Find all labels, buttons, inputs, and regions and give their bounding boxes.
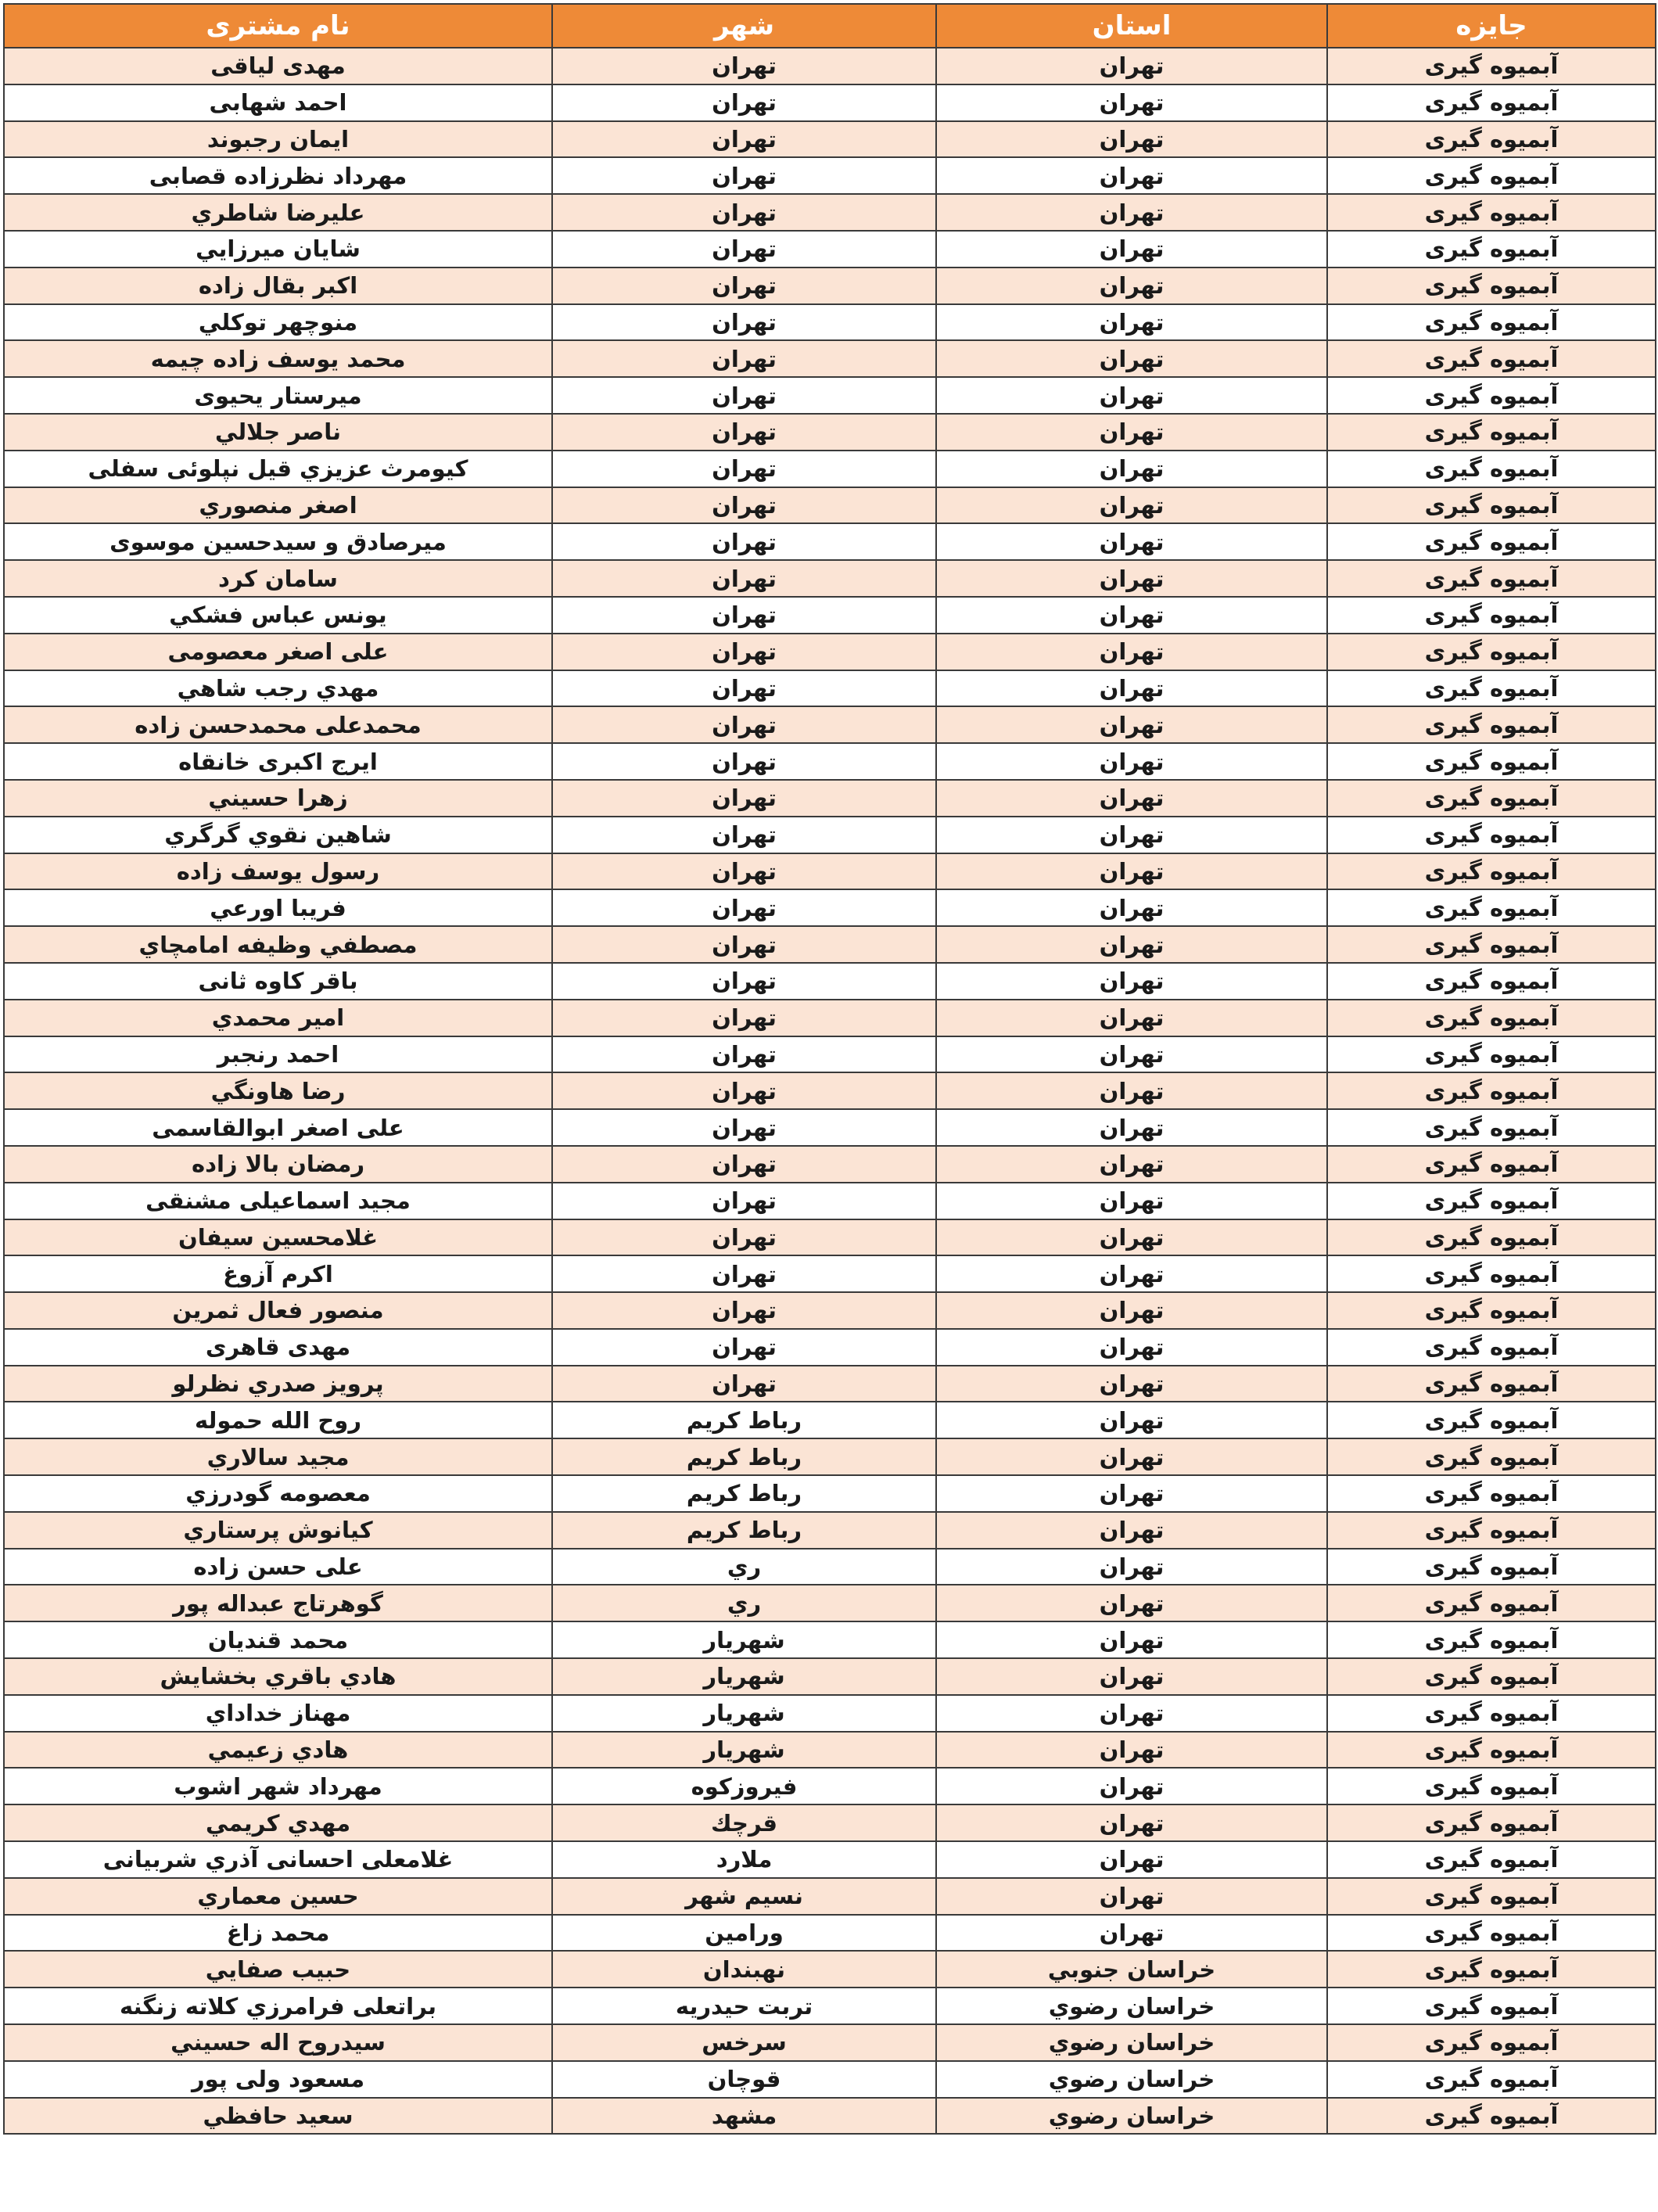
table-row [4, 1219, 1656, 1256]
header-city[interactable]: شهر [552, 4, 936, 48]
cell-city[interactable]: تهران [552, 1292, 936, 1329]
cell-customer-name[interactable]: محمدعلی محمدحسن زاده [4, 706, 552, 743]
cell-city[interactable]: تهران [552, 157, 936, 194]
table-row [4, 1000, 1656, 1036]
cell-customer-name[interactable]: كيومرث عزيزي قيل نپلوئی سفلی [4, 451, 552, 487]
cell-prize[interactable]: آبمیوه گیری [1327, 48, 1656, 84]
cell-city[interactable]: سرخس [552, 2024, 936, 2061]
cell-prize[interactable]: آبمیوه گیری [1327, 1146, 1656, 1183]
cell-province[interactable]: تهران [936, 853, 1327, 890]
cell-province[interactable]: تهران [936, 963, 1327, 1000]
cell-prize[interactable]: آبمیوه گیری [1327, 487, 1656, 524]
cell-prize[interactable]: آبمیوه گیری [1327, 194, 1656, 231]
cell-customer-name[interactable]: معصومه گودرزي [4, 1475, 552, 1512]
cell-customer-name[interactable]: محمد يوسف زاده چيمه [4, 340, 552, 377]
cell-prize[interactable]: آبمیوه گیری [1327, 1512, 1656, 1549]
header-row [4, 4, 1656, 48]
table-row [4, 194, 1656, 231]
cell-customer-name[interactable]: اكبر بقال زاده [4, 268, 552, 304]
cell-prize[interactable]: آبمیوه گیری [1327, 1438, 1656, 1475]
table-row [4, 1036, 1656, 1073]
table-row [4, 597, 1656, 634]
cell-prize[interactable]: آبمیوه گیری [1327, 1549, 1656, 1585]
cell-customer-name[interactable]: ميرصادق و سيدحسين موسوی [4, 523, 552, 560]
cell-prize[interactable]: آبمیوه گیری [1327, 1366, 1656, 1402]
cell-prize[interactable]: آبمیوه گیری [1327, 1000, 1656, 1036]
cell-city[interactable]: تهران [552, 1000, 936, 1036]
cell-city[interactable]: شهريار [552, 1695, 936, 1732]
cell-province[interactable]: تهران [936, 1146, 1327, 1183]
table-row [4, 523, 1656, 560]
cell-province[interactable]: تهران [936, 1621, 1327, 1658]
cell-city[interactable]: فيروزكوه [552, 1768, 936, 1804]
cell-city[interactable]: تهران [552, 487, 936, 524]
cell-city[interactable]: تهران [552, 1146, 936, 1183]
cell-customer-name[interactable]: منوچهر توكلي [4, 304, 552, 341]
cell-prize[interactable]: آبمیوه گیری [1327, 1475, 1656, 1512]
table-row [4, 1658, 1656, 1695]
cell-customer-name[interactable]: گوهرتاج عبداله پور [4, 1585, 552, 1621]
cell-customer-name[interactable]: مهرداد شهر اشوب [4, 1768, 552, 1804]
cell-province[interactable]: تهران [936, 743, 1327, 780]
cell-prize[interactable]: آبمیوه گیری [1327, 670, 1656, 707]
table-row [4, 963, 1656, 1000]
table-row [4, 2024, 1656, 2061]
table-row [4, 1804, 1656, 1841]
cell-prize[interactable]: آبمیوه گیری [1327, 1841, 1656, 1878]
cell-city[interactable]: ورامين [552, 1915, 936, 1952]
cell-city[interactable]: شهريار [552, 1658, 936, 1695]
cell-prize[interactable]: آبمیوه گیری [1327, 414, 1656, 451]
cell-city[interactable]: تهران [552, 121, 936, 158]
table-row [4, 670, 1656, 707]
cell-prize[interactable]: آبمیوه گیری [1327, 523, 1656, 560]
cell-province[interactable]: تهران [936, 1402, 1327, 1438]
cell-city[interactable]: تهران [552, 304, 936, 341]
cell-province[interactable]: تهران [936, 1475, 1327, 1512]
cell-customer-name[interactable]: محمد زاغ [4, 1915, 552, 1952]
cell-customer-name[interactable]: سيدروح اله حسيني [4, 2024, 552, 2061]
cell-customer-name[interactable]: روح الله حموله [4, 1402, 552, 1438]
cell-province[interactable]: تهران [936, 560, 1327, 597]
cell-province[interactable]: تهران [936, 634, 1327, 670]
cell-province[interactable]: تهران [936, 817, 1327, 853]
table-row [4, 1255, 1656, 1292]
cell-city[interactable]: تهران [552, 780, 936, 817]
table-row [4, 634, 1656, 670]
cell-city[interactable]: تهران [552, 523, 936, 560]
cell-city[interactable]: رباط كريم [552, 1512, 936, 1549]
table-row [4, 1878, 1656, 1915]
cell-city[interactable]: مشهد [552, 2098, 936, 2135]
cell-province[interactable]: تهران [936, 1329, 1327, 1366]
cell-customer-name[interactable]: حبيب صفايي [4, 1951, 552, 1988]
cell-customer-name[interactable]: براتعلی فرامرزي كلاته زنگنه [4, 1988, 552, 2024]
cell-city[interactable]: تهران [552, 743, 936, 780]
table-row [4, 1183, 1656, 1219]
cell-city[interactable]: تهران [552, 560, 936, 597]
cell-city[interactable]: تهران [552, 340, 936, 377]
cell-customer-name[interactable]: زهرا حسيني [4, 780, 552, 817]
cell-city[interactable]: تهران [552, 1036, 936, 1073]
cell-customer-name[interactable]: غلامحسين سيفان [4, 1219, 552, 1256]
cell-customer-name[interactable]: مصطفي وظيفه امامچاي [4, 926, 552, 963]
cell-prize[interactable]: آبمیوه گیری [1327, 560, 1656, 597]
cell-prize[interactable]: آبمیوه گیری [1327, 157, 1656, 194]
cell-province[interactable]: تهران [936, 1915, 1327, 1952]
cell-province[interactable]: تهران [936, 451, 1327, 487]
cell-province[interactable]: تهران [936, 1549, 1327, 1585]
table-body [4, 48, 1656, 2134]
cell-customer-name[interactable]: عليرضا شاطري [4, 194, 552, 231]
cell-city[interactable]: تهران [552, 194, 936, 231]
cell-prize[interactable]: آبمیوه گیری [1327, 121, 1656, 158]
table-row [4, 84, 1656, 121]
cell-prize[interactable]: آبمیوه گیری [1327, 853, 1656, 890]
cell-prize[interactable]: آبمیوه گیری [1327, 597, 1656, 634]
cell-prize[interactable]: آبمیوه گیری [1327, 743, 1656, 780]
table-row [4, 268, 1656, 304]
cell-province[interactable]: تهران [936, 304, 1327, 341]
table-row [4, 451, 1656, 487]
cell-province[interactable]: تهران [936, 194, 1327, 231]
cell-customer-name[interactable]: علی اصغر معصومی [4, 634, 552, 670]
cell-prize[interactable]: آبمیوه گیری [1327, 1804, 1656, 1841]
cell-province[interactable]: تهران [936, 889, 1327, 926]
table-row [4, 487, 1656, 524]
cell-province[interactable]: تهران [936, 121, 1327, 158]
cell-city[interactable]: تهران [552, 963, 936, 1000]
cell-province[interactable]: تهران [936, 1841, 1327, 1878]
cell-prize[interactable]: آبمیوه گیری [1327, 706, 1656, 743]
cell-prize[interactable]: آبمیوه گیری [1327, 340, 1656, 377]
table-row [4, 1512, 1656, 1549]
cell-province[interactable]: تهران [936, 926, 1327, 963]
table-row [4, 304, 1656, 341]
cell-prize[interactable]: آبمیوه گیری [1327, 1183, 1656, 1219]
cell-customer-name[interactable]: مهناز خداداي [4, 1695, 552, 1732]
cell-province[interactable]: تهران [936, 1768, 1327, 1804]
cell-province[interactable]: تهران [936, 780, 1327, 817]
cell-prize[interactable]: آبمیوه گیری [1327, 1036, 1656, 1073]
cell-city[interactable]: تهران [552, 706, 936, 743]
table-row [4, 231, 1656, 268]
table-row [4, 780, 1656, 817]
cell-province[interactable]: تهران [936, 340, 1327, 377]
table-row [4, 1549, 1656, 1585]
cell-customer-name[interactable]: فريبا اورعي [4, 889, 552, 926]
cell-province[interactable]: تهران [936, 523, 1327, 560]
cell-prize[interactable]: آبمیوه گیری [1327, 817, 1656, 853]
cell-customer-name[interactable]: ناصر جلالي [4, 414, 552, 451]
cell-city[interactable]: تهران [552, 926, 936, 963]
cell-customer-name[interactable]: مهدي رجب شاهي [4, 670, 552, 707]
table-row [4, 121, 1656, 158]
cell-province[interactable]: تهران [936, 670, 1327, 707]
cell-city[interactable]: تهران [552, 1109, 936, 1146]
cell-prize[interactable]: آبمیوه گیری [1327, 304, 1656, 341]
cell-city[interactable]: نسيم شهر [552, 1878, 936, 1915]
cell-customer-name[interactable]: مهدی قاهری [4, 1329, 552, 1366]
cell-province[interactable]: تهران [936, 487, 1327, 524]
cell-city[interactable]: تهران [552, 414, 936, 451]
cell-customer-name[interactable]: اصغر منصوري [4, 487, 552, 524]
cell-province[interactable]: خراسان رضوي [936, 2024, 1327, 2061]
cell-customer-name[interactable]: علی اصغر ابوالقاسمی [4, 1109, 552, 1146]
cell-customer-name[interactable]: منصور فعال ثمرين [4, 1292, 552, 1329]
cell-city[interactable]: تهران [552, 1219, 936, 1256]
cell-prize[interactable]: آبمیوه گیری [1327, 1621, 1656, 1658]
table-row [4, 1438, 1656, 1475]
cell-city[interactable]: تهران [552, 1072, 936, 1109]
table-row [4, 1292, 1656, 1329]
cell-prize[interactable]: آبمیوه گیری [1327, 1402, 1656, 1438]
cell-province[interactable]: خراسان رضوي [936, 2061, 1327, 2098]
table-row [4, 1915, 1656, 1952]
table-row [4, 157, 1656, 194]
cell-customer-name[interactable]: مجيد سالاري [4, 1438, 552, 1475]
cell-city[interactable]: تهران [552, 634, 936, 670]
cell-prize[interactable]: آبمیوه گیری [1327, 2024, 1656, 2061]
cell-customer-name[interactable]: يونس عباس فشكي [4, 597, 552, 634]
cell-customer-name[interactable]: غلامعلی احسانی آذري شربيانی [4, 1841, 552, 1878]
cell-province[interactable]: تهران [936, 414, 1327, 451]
table-row [4, 706, 1656, 743]
cell-city[interactable]: تهران [552, 670, 936, 707]
cell-city[interactable]: تهران [552, 48, 936, 84]
cell-prize[interactable]: آبمیوه گیری [1327, 2061, 1656, 2098]
table-row [4, 560, 1656, 597]
table-row [4, 743, 1656, 780]
cell-city[interactable]: شهريار [552, 1621, 936, 1658]
cell-province[interactable]: تهران [936, 157, 1327, 194]
cell-province[interactable]: تهران [936, 1219, 1327, 1256]
table-row [4, 1768, 1656, 1804]
cell-customer-name[interactable]: مهدی لیاقی [4, 48, 552, 84]
header-prize[interactable]: جایزه [1327, 4, 1656, 48]
cell-customer-name[interactable]: رسول يوسف زاده [4, 853, 552, 890]
table-row [4, 48, 1656, 84]
cell-prize[interactable]: آبمیوه گیری [1327, 634, 1656, 670]
cell-city[interactable]: تهران [552, 1183, 936, 1219]
cell-prize[interactable]: آبمیوه گیری [1327, 451, 1656, 487]
cell-city[interactable]: تهران [552, 377, 936, 414]
cell-province[interactable]: تهران [936, 1438, 1327, 1475]
cell-prize[interactable]: آبمیوه گیری [1327, 926, 1656, 963]
cell-province[interactable]: تهران [936, 1072, 1327, 1109]
table-row [4, 889, 1656, 926]
table-row [4, 1366, 1656, 1402]
cell-prize[interactable]: آبمیوه گیری [1327, 780, 1656, 817]
cell-customer-name[interactable]: هادي زعيمي [4, 1732, 552, 1769]
cell-prize[interactable]: آبمیوه گیری [1327, 1585, 1656, 1621]
cell-city[interactable]: تهران [552, 1329, 936, 1366]
table-row [4, 377, 1656, 414]
cell-prize[interactable]: آبمیوه گیری [1327, 963, 1656, 1000]
cell-province[interactable]: تهران [936, 377, 1327, 414]
cell-city[interactable]: تهران [552, 268, 936, 304]
table-header [4, 4, 1656, 48]
cell-province[interactable]: تهران [936, 1695, 1327, 1732]
table-row [4, 853, 1656, 890]
cell-prize[interactable]: آبمیوه گیری [1327, 268, 1656, 304]
table-row [4, 1621, 1656, 1658]
cell-city[interactable]: رباط كريم [552, 1475, 936, 1512]
table-row [4, 817, 1656, 853]
cell-city[interactable]: تهران [552, 853, 936, 890]
cell-customer-name[interactable]: شاهين نقوي گرگري [4, 817, 552, 853]
table-row [4, 1988, 1656, 2024]
cell-province[interactable]: تهران [936, 231, 1327, 268]
cell-prize[interactable]: آبمیوه گیری [1327, 231, 1656, 268]
cell-customer-name[interactable]: پرويز صدري نظرلو [4, 1366, 552, 1402]
cell-province[interactable]: تهران [936, 1878, 1327, 1915]
cell-customer-name[interactable]: محمد قنديان [4, 1621, 552, 1658]
cell-city[interactable]: تهران [552, 1366, 936, 1402]
cell-city[interactable]: ري [552, 1549, 936, 1585]
cell-city[interactable]: نهبندان [552, 1951, 936, 1988]
cell-province[interactable]: خراسان جنوبي [936, 1951, 1327, 1988]
table-row [4, 2061, 1656, 2098]
cell-customer-name[interactable]: مجيد اسماعيلی مشنقی [4, 1183, 552, 1219]
cell-prize[interactable]: آبمیوه گیری [1327, 1915, 1656, 1952]
cell-province[interactable]: تهران [936, 706, 1327, 743]
cell-province[interactable]: تهران [936, 1292, 1327, 1329]
cell-city[interactable]: رباط كريم [552, 1438, 936, 1475]
cell-province[interactable]: تهران [936, 1036, 1327, 1073]
cell-city[interactable]: تهران [552, 817, 936, 853]
cell-customer-name[interactable]: ایرج اکبری خانقاه [4, 743, 552, 780]
cell-city[interactable]: رباط كريم [552, 1402, 936, 1438]
cell-customer-name[interactable]: حسين معماري [4, 1878, 552, 1915]
table-row [4, 1146, 1656, 1183]
header-customer-name[interactable]: نام مشتری [4, 4, 552, 48]
cell-prize[interactable]: آبمیوه گیری [1327, 889, 1656, 926]
cell-province[interactable]: تهران [936, 268, 1327, 304]
cell-customer-name[interactable]: ایمان رجبوند [4, 121, 552, 158]
cell-province[interactable]: تهران [936, 597, 1327, 634]
cell-province[interactable]: تهران [936, 1255, 1327, 1292]
cell-city[interactable]: تهران [552, 1255, 936, 1292]
cell-province[interactable]: تهران [936, 1109, 1327, 1146]
table-row [4, 1841, 1656, 1878]
table-row [4, 1951, 1656, 1988]
cell-province[interactable]: تهران [936, 1804, 1327, 1841]
table-row [4, 2098, 1656, 2135]
cell-city[interactable]: تهران [552, 451, 936, 487]
cell-customer-name[interactable]: علی حسن زاده [4, 1549, 552, 1585]
cell-customer-name[interactable]: رضا هاونگي [4, 1072, 552, 1109]
cell-city[interactable]: تهران [552, 597, 936, 634]
cell-city[interactable]: تربت حيدريه [552, 1988, 936, 2024]
cell-province[interactable]: تهران [936, 1183, 1327, 1219]
cell-prize[interactable]: آبمیوه گیری [1327, 1292, 1656, 1329]
cell-customer-name[interactable]: باقر كاوه ثانی [4, 963, 552, 1000]
cell-customer-name[interactable]: امير محمدي [4, 1000, 552, 1036]
cell-customer-name[interactable]: هادي باقري بخشايش [4, 1658, 552, 1695]
cell-city[interactable]: ملارد [552, 1841, 936, 1878]
table-row [4, 340, 1656, 377]
cell-province[interactable]: تهران [936, 1732, 1327, 1769]
cell-prize[interactable]: آبمیوه گیری [1327, 1329, 1656, 1366]
cell-city[interactable]: قوچان [552, 2061, 936, 2098]
table-row [4, 1585, 1656, 1621]
cell-prize[interactable]: آبمیوه گیری [1327, 377, 1656, 414]
cell-city[interactable]: شهريار [552, 1732, 936, 1769]
cell-prize[interactable]: آبمیوه گیری [1327, 1255, 1656, 1292]
cell-customer-name[interactable]: ميرستار يحيوی [4, 377, 552, 414]
table-row [4, 926, 1656, 963]
cell-city[interactable]: قرچك [552, 1804, 936, 1841]
cell-province[interactable]: خراسان رضوي [936, 2098, 1327, 2135]
cell-city[interactable]: تهران [552, 231, 936, 268]
cell-customer-name[interactable]: مهرداد نظرزاده قصابی [4, 157, 552, 194]
table-row [4, 1402, 1656, 1438]
table-row [4, 1329, 1656, 1366]
cell-province[interactable]: تهران [936, 84, 1327, 121]
cell-customer-name[interactable]: سامان كرد [4, 560, 552, 597]
header-province[interactable]: استان [936, 4, 1327, 48]
cell-prize[interactable]: آبمیوه گیری [1327, 1219, 1656, 1256]
cell-prize[interactable]: آبمیوه گیری [1327, 84, 1656, 121]
cell-customer-name[interactable]: سعيد حافظي [4, 2098, 552, 2135]
cell-customer-name[interactable]: احمد شهابی [4, 84, 552, 121]
table-row [4, 1109, 1656, 1146]
winners-table [3, 3, 1656, 2135]
cell-prize[interactable]: آبمیوه گیری [1327, 1732, 1656, 1769]
cell-prize[interactable]: آبمیوه گیری [1327, 1109, 1656, 1146]
cell-customer-name[interactable]: رمضان بالا زاده [4, 1146, 552, 1183]
cell-province[interactable]: خراسان رضوي [936, 1988, 1327, 2024]
cell-prize[interactable]: آبمیوه گیری [1327, 2098, 1656, 2135]
cell-prize[interactable]: آبمیوه گیری [1327, 1768, 1656, 1804]
cell-province[interactable]: تهران [936, 1585, 1327, 1621]
table-row [4, 1732, 1656, 1769]
cell-customer-name[interactable]: شايان ميرزايي [4, 231, 552, 268]
cell-customer-name[interactable]: مسعود ولی پور [4, 2061, 552, 2098]
cell-city[interactable]: تهران [552, 889, 936, 926]
cell-customer-name[interactable]: كيانوش پرستاري [4, 1512, 552, 1549]
cell-customer-name[interactable]: احمد رنجبر [4, 1036, 552, 1073]
cell-province[interactable]: تهران [936, 1000, 1327, 1036]
table-row [4, 1695, 1656, 1732]
cell-city[interactable]: تهران [552, 84, 936, 121]
cell-province[interactable]: تهران [936, 48, 1327, 84]
cell-prize[interactable]: آبمیوه گیری [1327, 1878, 1656, 1915]
cell-prize[interactable]: آبمیوه گیری [1327, 1658, 1656, 1695]
cell-prize[interactable]: آبمیوه گیری [1327, 1072, 1656, 1109]
cell-province[interactable]: تهران [936, 1658, 1327, 1695]
table-row [4, 1475, 1656, 1512]
table-row [4, 414, 1656, 451]
cell-prize[interactable]: آبمیوه گیری [1327, 1988, 1656, 2024]
cell-city[interactable]: ري [552, 1585, 936, 1621]
cell-customer-name[interactable]: اكرم آزوغ [4, 1255, 552, 1292]
cell-prize[interactable]: آبمیوه گیری [1327, 1951, 1656, 1988]
cell-prize[interactable]: آبمیوه گیری [1327, 1695, 1656, 1732]
table-row [4, 1072, 1656, 1109]
cell-province[interactable]: تهران [936, 1512, 1327, 1549]
cell-province[interactable]: تهران [936, 1366, 1327, 1402]
cell-customer-name[interactable]: مهدي كريمي [4, 1804, 552, 1841]
